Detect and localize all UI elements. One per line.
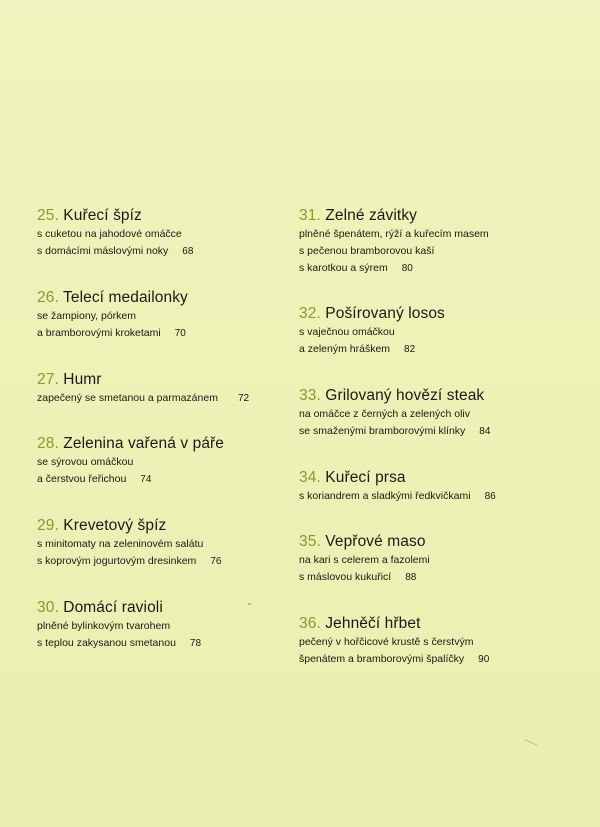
- entry-description-line: na omáčce z černých a zelených oliv: [299, 408, 470, 420]
- entry-description-line: [37, 243, 287, 260]
- entry-description-text: s koriandrem a sladkými ředkvičkami: [299, 490, 471, 502]
- entry-title-text: Vepřové maso: [325, 533, 426, 550]
- toc-entry: [299, 532, 579, 614]
- entry-title: [37, 598, 287, 618]
- paper-scratch: [524, 739, 537, 746]
- toc-entry: [299, 206, 579, 304]
- page-number: 82: [404, 344, 416, 355]
- entry-description-line: [37, 471, 287, 488]
- page-number: 86: [484, 491, 496, 502]
- entry-number: 31.: [299, 207, 321, 224]
- page-number: 74: [140, 474, 152, 485]
- entry-description-text: s domácími máslovými noky: [37, 245, 169, 257]
- page-number: 80: [401, 263, 413, 274]
- entry-title-text: Domácí ravioli: [63, 599, 163, 616]
- page-number: 68: [182, 246, 194, 257]
- entry-description-line: [299, 260, 579, 277]
- page-number: 88: [405, 572, 417, 583]
- entry-description-line: pečený v hořčicové krustě s čerstvým: [299, 636, 474, 648]
- toc-entry: [37, 434, 287, 516]
- entry-number: 36.: [299, 615, 321, 632]
- entry-title-text: Zelenina vařená v páře: [63, 435, 225, 452]
- entry-number: 29.: [37, 517, 59, 534]
- page-number: 84: [479, 426, 491, 437]
- entry-title-text: Jehněčí hřbet: [325, 615, 421, 632]
- entry-number: 26.: [37, 289, 59, 306]
- entry-description-text: a zeleným hráškem: [299, 343, 391, 355]
- entry-title-text: Krevetový špíz: [63, 517, 167, 534]
- entry-description-text: s teplou zakysanou smetanou: [37, 637, 176, 649]
- entry-description-text: se smaženými bramborovými klínky: [299, 425, 466, 437]
- entry-description-line: [299, 488, 579, 505]
- entry-description-line: [299, 569, 579, 586]
- entry-description-line: se sýrovou omáčkou: [37, 456, 134, 468]
- entry-number: 32.: [299, 305, 321, 322]
- entry-title: [299, 386, 579, 406]
- entry-title-text: Zelné závitky: [325, 207, 418, 224]
- entry-description-line: [37, 635, 287, 652]
- entry-title-text: Telecí medailonky: [63, 289, 188, 306]
- toc-column-right: [299, 206, 579, 696]
- entry-description-line: [299, 651, 579, 668]
- entry-description-line: s vaječnou omáčkou: [299, 326, 395, 338]
- page-number: 72: [237, 393, 250, 404]
- entry-description-line: [37, 553, 287, 570]
- page-number: 78: [189, 638, 202, 649]
- toc-entry: [37, 516, 287, 598]
- entry-title-text: Humr: [63, 371, 102, 388]
- entry-number: 30.: [37, 599, 59, 616]
- entry-description-text: s karotkou a sýrem: [299, 262, 388, 274]
- entry-number: 25.: [37, 207, 59, 224]
- entry-description-line: se žampiony, pórkem: [37, 310, 137, 322]
- toc-entry: [37, 370, 287, 434]
- toc-entry: [37, 598, 287, 680]
- entry-number: 33.: [299, 387, 321, 404]
- entry-title: [299, 468, 579, 488]
- entry-number: 28.: [37, 435, 59, 452]
- entry-description-text: a bramborovými kroketami: [37, 327, 161, 339]
- entry-title: [299, 532, 579, 552]
- entry-title: [37, 370, 287, 390]
- entry-description-line: na kari s celerem a fazolemi: [299, 554, 430, 566]
- entry-description-text: špenátem a bramborovými špalíčky: [299, 653, 465, 665]
- entry-title: [299, 304, 579, 324]
- entry-description-text: a čerstvou řeřichou: [37, 473, 127, 485]
- entry-title: [37, 288, 287, 308]
- entry-description-line: s pečenou bramborovou kaší: [299, 245, 435, 257]
- entry-description-line: [37, 390, 287, 407]
- page-number: 76: [210, 556, 222, 567]
- entry-title: [299, 206, 579, 226]
- page-number: 70: [174, 328, 186, 339]
- entry-description-line: s minitomaty na zeleninovém salátu: [37, 538, 204, 550]
- entry-description-text: zapečený se smetanou a parmazánem: [37, 392, 218, 404]
- entry-description-text: s máslovou kukuřicí: [299, 571, 392, 583]
- entry-number: 27.: [37, 371, 59, 388]
- entry-number: 34.: [299, 469, 321, 486]
- toc-entry: [299, 614, 579, 696]
- entry-title: [299, 614, 579, 634]
- entry-title-text: Pošírovaný losos: [325, 305, 445, 322]
- entry-description-line: [37, 325, 287, 342]
- entry-title-text: Kuřecí špíz: [63, 207, 142, 224]
- entry-description-text: s koprovým jogurtovým dresinkem: [37, 555, 197, 567]
- entry-title: [37, 516, 287, 536]
- toc-entry: [37, 206, 287, 288]
- entry-description-line: plněné špenátem, rýží a kuřecím masem: [299, 228, 489, 240]
- entry-description-line: [299, 423, 579, 440]
- entry-title: [37, 206, 287, 226]
- entry-description-line: plněné bylinkovým tvarohem: [37, 620, 171, 632]
- entry-title-text: Kuřecí prsa: [325, 469, 406, 486]
- entry-description-line: s cuketou na jahodové omáčce: [37, 228, 182, 240]
- entry-number: 35.: [299, 533, 321, 550]
- entry-description-line: [299, 341, 579, 358]
- entry-title: [37, 434, 287, 454]
- entry-title-text: Grilovaný hovězí steak: [325, 387, 485, 404]
- page-number: 90: [478, 654, 490, 665]
- toc-entry: [299, 468, 579, 532]
- toc-column-left: [37, 206, 287, 680]
- toc-entry: [299, 386, 579, 468]
- toc-entry: [37, 288, 287, 370]
- toc-entry: [299, 304, 579, 386]
